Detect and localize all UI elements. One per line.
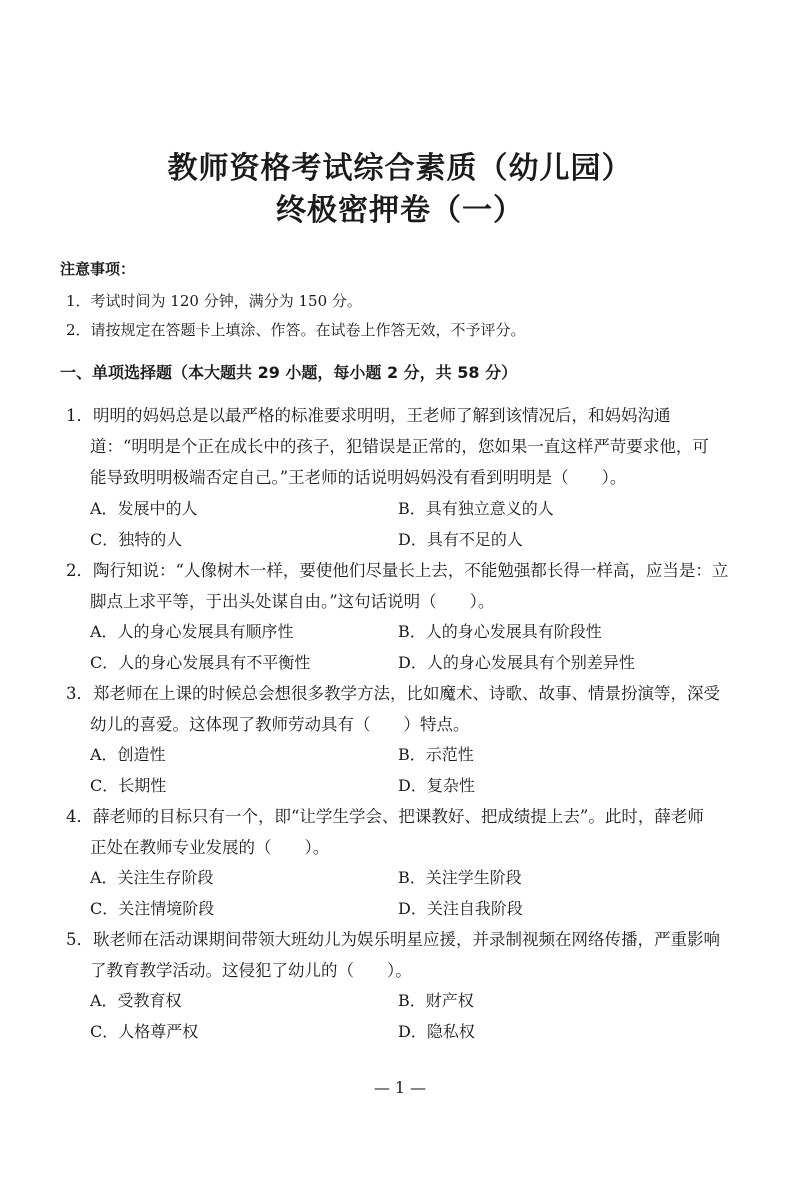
notice-heading: 注意事项： xyxy=(60,260,136,278)
option-d: D．隐私权 xyxy=(398,1022,475,1041)
option-d: D．关注自我阶段 xyxy=(398,899,523,918)
question-stem: 正处在教师专业发展的（ ）。 xyxy=(90,838,330,857)
option-b: B．财产权 xyxy=(398,991,474,1010)
option-d: D．人的身心发展具有个别差异性 xyxy=(398,653,635,672)
option-c: C．人的身心发展具有不平衡性 xyxy=(90,653,311,672)
exam-title: 教师资格考试综合素质（幼儿园） xyxy=(167,151,633,186)
question-stem: 幼儿的喜爱。这体现了教师劳动具有（ ）特点。 xyxy=(90,715,470,734)
option-d: D．具有不足的人 xyxy=(398,530,523,549)
page-number: — 1 — xyxy=(373,1078,427,1097)
option-b: B．关注学生阶段 xyxy=(398,868,522,887)
option-c: C．独特的人 xyxy=(90,530,183,549)
option-a: A．人的身心发展具有顺序性 xyxy=(90,622,294,641)
option-c: C．人格尊严权 xyxy=(90,1022,199,1041)
question-stem: 道：“明明是个正在成长中的孩子，犯错误是正常的，您如果一直这样严苛要求他，可 xyxy=(90,437,709,456)
option-a: A．受教育权 xyxy=(90,991,182,1010)
question-stem: 脚点上求平等，于出头处谋自由。”这句话说明（ ）。 xyxy=(90,592,495,611)
notice-item: 1．考试时间为 120 分钟，满分为 150 分。 xyxy=(66,292,362,310)
option-a: A．关注生存阶段 xyxy=(90,868,214,887)
section-heading: 一、单项选择题（本大题共 29 小题，每小题 2 分，共 58 分） xyxy=(60,363,518,382)
option-c: C．长期性 xyxy=(90,776,167,795)
notice-item: 2．请按规定在答题卡上填涂、作答。在试卷上作答无效，不予评分。 xyxy=(66,321,526,339)
question-stem: 了教育教学活动。这侵犯了幼儿的（ ）。 xyxy=(90,961,412,980)
option-d: D．复杂性 xyxy=(398,776,475,795)
question-stem: 4．薛老师的目标只有一个，即“让学生学会、把课教好、把成绩提上去”。此时，薛老师 xyxy=(66,807,704,826)
option-a: A．创造性 xyxy=(90,745,166,764)
question-stem: 3．郑老师在上课的时候总会想很多教学方法，比如魔术、诗歌、故事、情景扮演等，深受 xyxy=(66,684,720,703)
question-stem: 2．陶行知说：“人像树木一样，要使他们尽量长上去，不能勉强都长得一样高，应当是：立 xyxy=(66,561,729,580)
option-c: C．关注情境阶段 xyxy=(90,899,215,918)
question-stem: 5．耿老师在活动课期间带领大班幼儿为娱乐明星应援，并录制视频在网络传播，严重影响 xyxy=(66,930,720,949)
question-stem: 能导致明明极端否定自己。”王老师的话说明妈妈没有看到明明是（ ）。 xyxy=(90,468,627,487)
option-b: B．具有独立意义的人 xyxy=(398,499,554,518)
exam-subtitle: 终极密押卷（一） xyxy=(276,193,524,228)
option-a: A．发展中的人 xyxy=(90,499,198,518)
option-b: B．人的身心发展具有阶段性 xyxy=(398,622,602,641)
question-stem: 1．明明的妈妈总是以最严格的标准要求明明，王老师了解到该情况后，和妈妈沟通 xyxy=(66,406,671,425)
option-b: B．示范性 xyxy=(398,745,474,764)
